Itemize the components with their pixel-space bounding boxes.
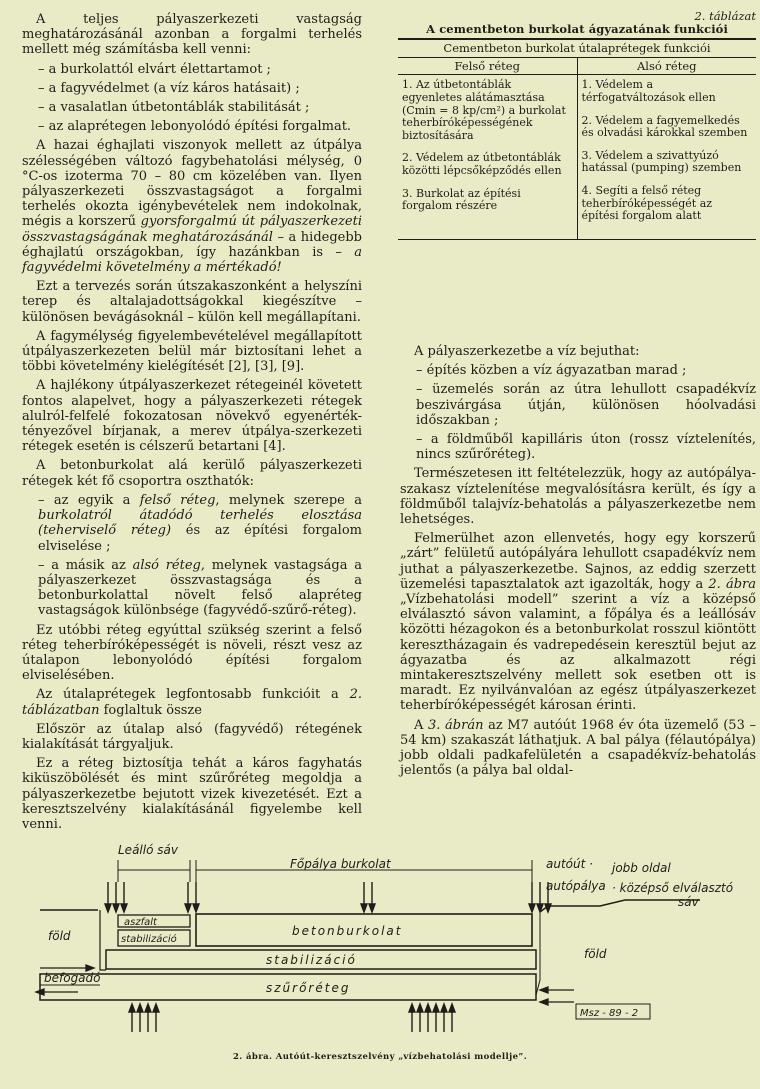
left-list-item: – az egyik a felső réteg, melynek szerepe a burkolatról átadódó terhelés elosztása (teherviselő réteg) és az építési forgalom elviselése ; [38,492,362,554]
lower-function-item: 4. Segíti a felső réteg teherbíróképességét az építési forgalom alatt [581,183,713,223]
right-list-item: – építés közben a víz ágyazatban marad ; [416,363,687,379]
right-paragraph: A 3. ábrán az M7 autóút 1968 év óta üzemelő (53 – 54 km) szakaszát láthatjuk. A bal pálya (félautópálya) jobb oldali padkafelületén a csapadékvíz-behatolás jelentős (a pálya bal oldal- [400,717,756,779]
left-paragraph: Ezt a tervezés során útszakaszonként a helyszíni terep és altalajadottságokkal kiegészítve – különösen bevágásoknál – külön kell megállapítani. [22,279,362,325]
left-paragraph: A hajlékony útpályaszerkezet rétegeinél követett fontos alapelvet, hogy a pályaszerkezeti rétegek alulról-felfelé fokozatosan növekvő egyenérték-tényezővel bírjanak, a merev útpálya-szerkezeti rétegek esetén is célszerű betartani [4]. [22,378,362,455]
right-list-item: – üzemelés során az útra lehullott csapadékvíz beszivárgása útján, különösen hóolvadási időszakban ; [416,382,756,428]
upper-function-item: 1. Az útbetontáblák egyenletes alátámasztása (Cmin = 8 kp/cm²) a burkolat teherbíróképességének biztosítására [402,78,566,142]
table-body [398,75,756,238]
left-paragraph: Ez utóbbi réteg egyúttal szükség szerint a felső réteg teherbíróképességét is növeli, részt vesz az útalapon lebonyolódó építési forgalom elviselésében. [22,622,362,684]
upper-layer-functions [398,75,578,238]
ground-line-right [540,900,700,912]
table-number: 2. táblázat [694,9,756,23]
label-fold-right: föld [584,947,607,961]
upper-function-item: 2. Védelem az útbetontáblák közötti lépcsőképződés ellen [402,151,562,177]
table-header: Cementbeton burkolat útalaprétegek funkciói [398,40,756,58]
lower-function-item: 3. Védelem a szivattyúzó hatással (pumping) szemben [581,148,742,175]
label-sav: sáv [678,895,699,909]
label-autout: autóút · [546,857,593,871]
label-kozepso: · középső elválasztó [612,881,734,895]
left-list-item: – a burkolattól elvárt élettartamot ; [38,61,271,77]
lower-function-item: 2. Védelem a fagyemelkedés és olvadási károkkal szemben [581,113,748,140]
left-list-item: – a fagyvédelmet (a víz káros hatásait) ; [38,80,300,96]
upper-function-item: 3. Burkolat az építési forgalom részére [402,186,521,213]
label-fopalya: Főpálya burkolat [290,857,391,871]
left-paragraph: Először az útalap alsó (fagyvédő) rétegének kialakítását tárgyaljuk. [22,721,362,752]
label-befogado: befogadó [44,971,101,985]
left-paragraph: Az útalaprétegek legfontosabb funkcióit a 2. táblázatban foglaltuk össze [22,687,362,718]
water-arrows-up [129,1004,455,1032]
right-text-column [400,344,756,782]
col-header-lower: Alsó réteg [636,58,697,73]
left-list-item: – a másik az alsó réteg, melynek vastagsága a pályaszerkezet összvastagsága és a betonburkolattal növelt felső alapréteg vastagságok különbsége (fagyvédő-szűrő-réteg). [38,557,362,619]
col-header-upper: Felső réteg [398,58,578,75]
label-aszfalt: aszfalt [124,917,157,928]
label-autopalya: autópálya [546,879,606,893]
water-arrows-down [105,882,551,912]
right-paragraph: Természetesen itt feltételezzük, hogy az autópálya-szakasz víztelenítése megvalósításra került, és így a földműből talajvíz-behatolás a pályaszerkezetbe nem lehetséges. [400,466,756,528]
left-paragraph: Ez a réteg biztosítja tehát a káros fagyhatás kiküszöbölését és mint szűrőréteg megoldja a pályaszerkezetbe bejutott vizek kivezetését. Ezt a keresztszelvény kialakításánál figyelembe kell venni. [22,756,362,832]
right-paragraph: A pályaszerkezetbe a víz bejuthat: [414,344,640,359]
label-stab-small: stabilizáció [121,934,177,945]
table-title: A cementbeton burkolat ágyazatának funkciói [426,21,728,36]
label-szuroreteg: szűrőréteg [266,981,351,995]
left-text-column [22,12,362,836]
label-jobb-oldal: jobb oldal [612,861,671,875]
label-stabilizacio: stabilizáció [266,953,357,967]
label-leallo-sav: Leálló sáv [118,843,178,857]
right-list-item: – a földműből kapilláris úton (rossz víztelenítés, nincs szűrőréteg). [416,432,756,463]
left-list-item: – a vasalatlan útbetontáblák stabilitását ; [38,100,310,116]
table-grid [398,38,756,240]
left-paragraph: A fagymélység figyelembevételével megállapított útpályaszerkezeten belül már biztosítani lehet a többi követelmény kielégítését [2], [3], [9]. [22,328,362,375]
right-paragraph: Felmerülhet azon ellenvetés, hogy egy korszerű „zárt” felületű autópályára lehullott csapadékvíz nem juthat a pályaszerkezetbe. Sajnos, az eddig szerzett üzemelési tapasztalatok azt igazolták, hogy a 2. ábra „Vízbehatolási modell” szerint a víz a középső elválasztó sávon valamint, a főpálya és a leállósáv közötti hézagokon és a betonburkolat rosszul kiöntött keresztházagain és vadrepedésein keresztül bejut az ágyazatba és az alkalmazott régi mintakeresztszelvény mellett sok esetben ott is maradt. Ez nyilvánvalóan az egész útpályaszerkezet teherbíróképességét károsan érinti. [400,531,756,714]
left-paragraph: A hazai éghajlati viszonyok mellett az útpálya szélességében változó fagybehatolási mélység, 0 °C-os izoterma 70 – 80 cm közelében van. Ilyen pályaszerkezeti összvastagságot a forgalmi terhelés okozta igénybevételek nem indokolnak, mégis a korszerű gyorsforgalmú út pályaszerkezeti összvastagságának meghatározásánál – a hidegebb éghajlatú országokban, így hazánkban is – a fagyvédelmi követelmény a mértékadó! [22,138,362,276]
lower-layer-functions [578,75,757,238]
left-paragraph: A teljes pályaszerkezeti vastagság meghatározásánál azonban a forgalmi terhelés mellett még számításba kell venni: [22,12,362,58]
figure-caption: 2. ábra. Autóút-keresztszelvény „vízbehatolási modellje”. [232,1052,528,1062]
table-2 [398,10,756,240]
table-column-headers [398,58,756,76]
lower-function-item: 1. Védelem a térfogatváltozások ellen [581,78,716,104]
shoulder-edge [100,910,106,970]
left-list-item: – az alaprétegen lebonyolódó építési forgalmat. [38,119,352,135]
label-stamp: Msz - 89 - 2 [580,1008,639,1019]
cross-section-figure [0,820,760,1060]
label-fold-left: föld [48,929,71,943]
left-paragraph: A betonburkolat alá kerülő pályaszerkezeti rétegek két fő csoportra oszthatók: [22,458,362,489]
label-betonburkolat: betonburkolat [292,924,403,938]
